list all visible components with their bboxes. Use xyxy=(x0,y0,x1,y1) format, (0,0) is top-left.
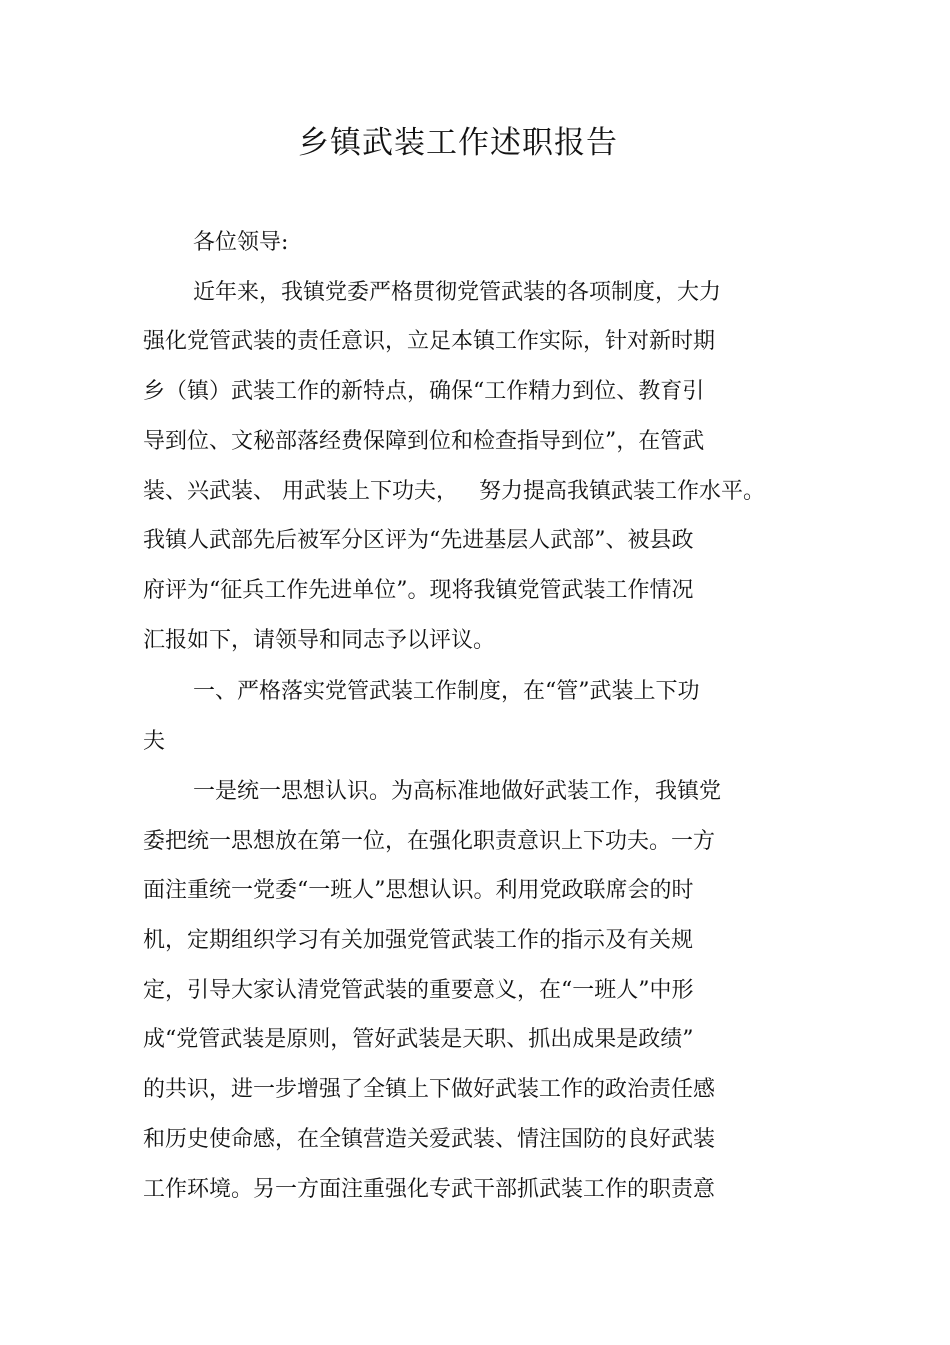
body-line: 机，定期组织学习有关加强党管武装工作的指示及有关规 xyxy=(143,928,694,953)
body-line: 面注重统一党委“一班人”思想认识。利用党政联席会的时 xyxy=(143,878,694,903)
body-line: 工作环境。另一方面注重强化专武干部抓武装工作的职责意 xyxy=(143,1177,716,1202)
body-line: 汇报如下，请领导和同志予以评议。 xyxy=(143,628,496,653)
body-line: 乡（镇）武装工作的新特点，确保“工作精力到位、教育引 xyxy=(143,379,705,404)
body-line: 和历史使命感，在全镇营造关爱武装、情注国防的良好武装 xyxy=(143,1127,716,1152)
body-line: 导到位、文秘部落经费保障到位和检查指导到位”，在管武 xyxy=(143,429,705,454)
section-heading-continued: 夫 xyxy=(143,729,166,754)
section-heading: 一、严格落实党管武装工作制度，在“管”武装上下功 xyxy=(193,679,700,704)
body-line: 成“党管武装是原则，管好武装是天职、抓出成果是政绩” xyxy=(143,1027,694,1052)
body-line: 府评为“征兵工作先进单位”。现将我镇党管武装工作情况 xyxy=(143,578,694,603)
body-line: 一是统一思想认识。为高标准地做好武装工作，我镇党 xyxy=(193,779,722,804)
body-line: 的共识，进一步增强了全镇上下做好武装工作的政治责任感 xyxy=(143,1077,716,1102)
body-line: 我镇人武部先后被军分区评为“先进基层人武部”、被县政 xyxy=(143,528,694,553)
body-line: 近年来，我镇党委严格贯彻党管武装的各项制度，大力 xyxy=(193,280,722,305)
body-line: 装、兴武装、 用武装上下功夫， 努力提高我镇武装工作水平。 xyxy=(143,479,765,504)
body-line: 委把统一思想放在第一位，在强化职责意识上下功夫。一方 xyxy=(143,829,716,854)
document-title: 乡镇武装工作述职报告 xyxy=(298,125,618,161)
body-line: 强化党管武装的责任意识，立足本镇工作实际，针对新时期 xyxy=(143,329,716,354)
salutation: 各位领导: xyxy=(193,230,289,255)
body-line: 定，引导大家认清党管武装的重要意义，在“一班人”中形 xyxy=(143,978,694,1003)
